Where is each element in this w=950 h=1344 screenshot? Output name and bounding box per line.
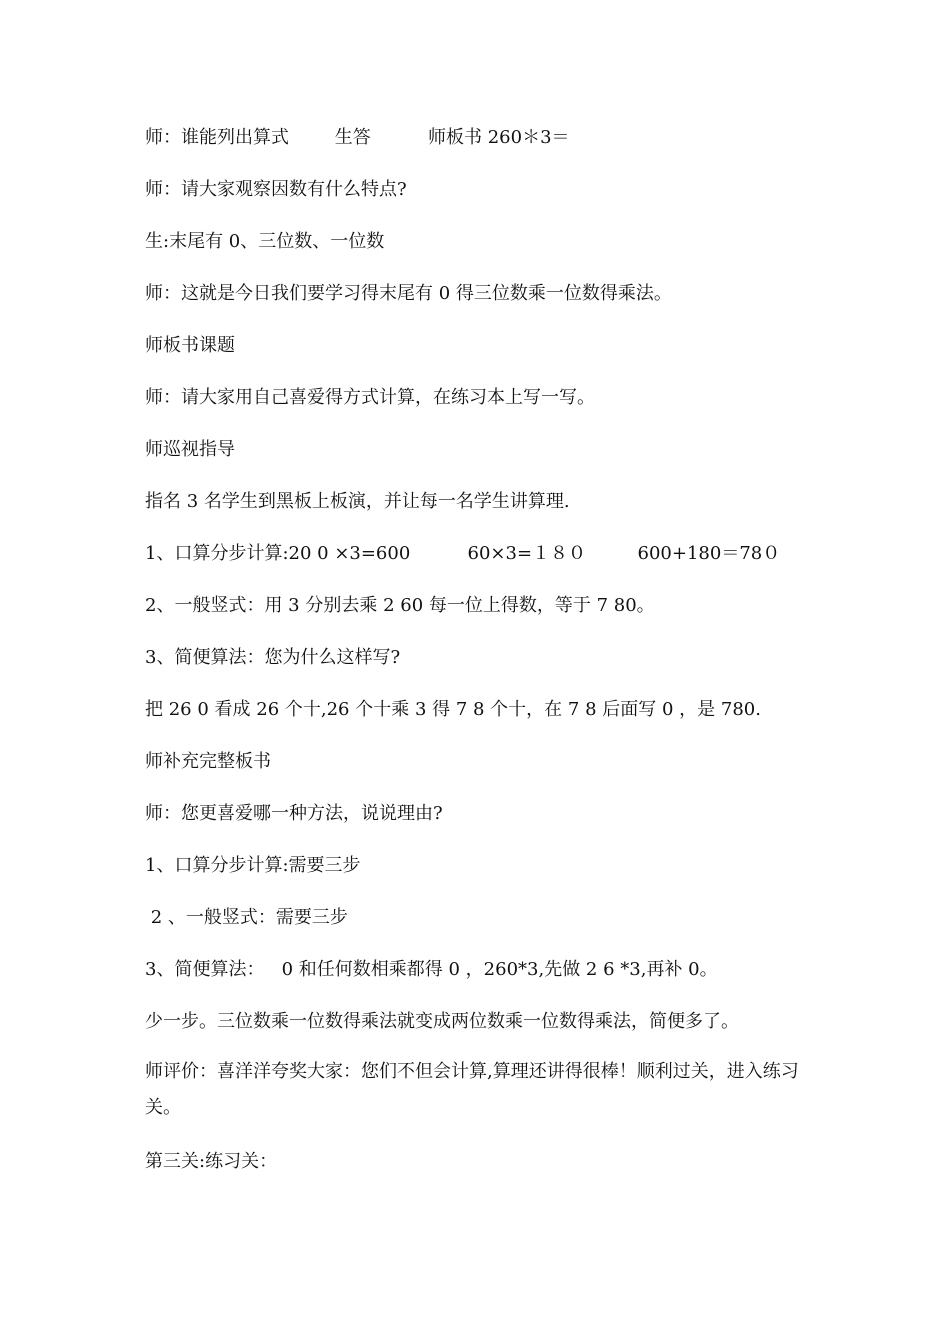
paragraph-15: 1、口算分步计算:需要三步	[145, 855, 361, 876]
paragraph-7: 师巡视指导	[145, 439, 235, 460]
paragraph-19: 师评价：喜洋洋夸奖大家：您们不但会计算,算理还讲得很棒！顺利过关，进入练习关。	[145, 1061, 799, 1118]
paragraph-10: 2、一般竖式：用 3 分别去乘 2 60 每一位上得数，等于 7 80。	[145, 595, 655, 616]
paragraph-14: 师：您更喜爱哪一种方法，说说理由?	[145, 803, 443, 824]
paragraph-18: 少一步。三位数乘一位数得乘法就变成两位数乘一位数得乘法，简便多了。	[145, 1011, 739, 1032]
paragraph-1: 师：谁能列出算式 生答 师板书 260＊3＝	[145, 127, 570, 148]
paragraph-3: 生:末尾有 0、三位数、一位数	[145, 231, 385, 252]
paragraph-20: 第三关:练习关：	[145, 1151, 278, 1172]
paragraph-11: 3、简便算法：您为什么这样写?	[145, 647, 401, 668]
paragraph-17: 3、简便算法： 0 和任何数相乘都得 0 ，260*3,先做 2 6 *3,再补 0。	[145, 959, 718, 980]
paragraph-2: 师：请大家观察因数有什么特点?	[145, 179, 407, 200]
paragraph-6: 师：请大家用自己喜爱得方式计算，在练习本上写一写。	[145, 387, 595, 408]
paragraph-13: 师补充完整板书	[145, 751, 271, 772]
paragraph-4: 师：这就是今日我们要学习得末尾有 0 得三位数乘一位数得乘法。	[145, 283, 672, 304]
paragraph-5: 师板书课题	[145, 335, 235, 356]
paragraph-16: 2 、一般竖式：需要三步	[145, 907, 348, 928]
paragraph-12: 把 26 0 看成 26 个十,26 个十乘 3 得 7 8 个十，在 7 8 后面写 0 ，是 780.	[145, 699, 761, 720]
paragraph-9: 1、口算分步计算:20 0 ×3=600 60×3=１８０ 600+180＝78０	[145, 543, 781, 564]
paragraph-8: 指名 3 名学生到黑板上板演，并让每一名学生讲算理.	[145, 491, 570, 512]
